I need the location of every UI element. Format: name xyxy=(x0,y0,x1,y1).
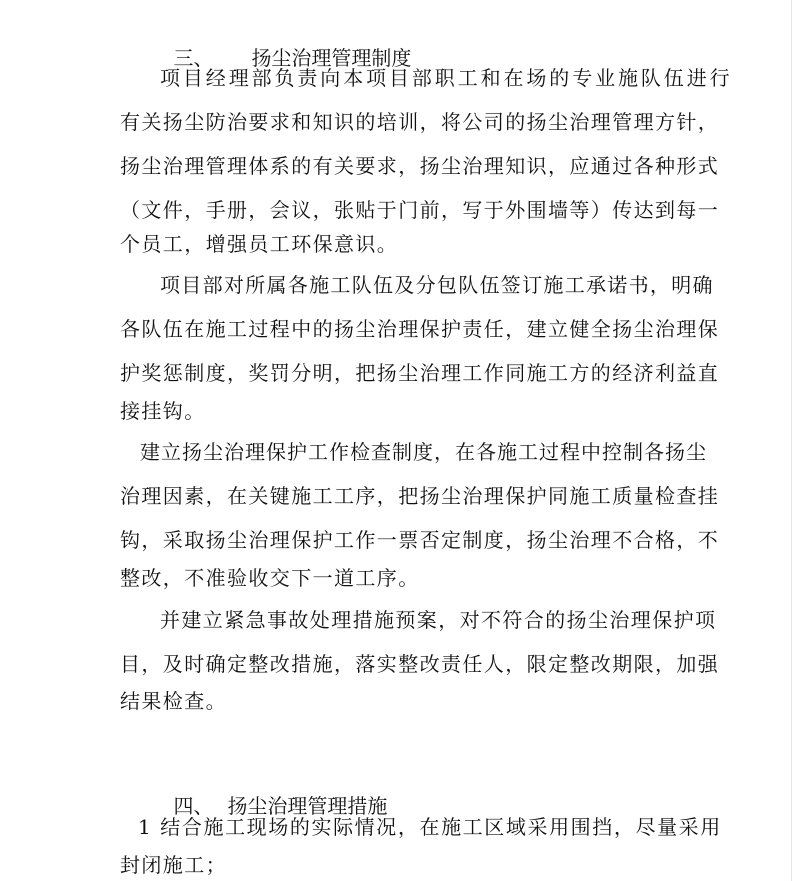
paragraph-line: 项目经理部负责向本项目部职工和在场的专业施队伍进行 xyxy=(160,66,733,90)
paragraph-line: 结果检查。 xyxy=(120,689,227,713)
section-4-title: 扬尘治理管理措施 xyxy=(227,794,388,818)
paragraph-line: 封闭施工； xyxy=(120,853,227,877)
paragraph-line: 钩，采取扬尘治理保护工作一票否定制度，扬尘治理不合格，不 xyxy=(120,528,720,552)
paragraph-line: 各队伍在施工过程中的扬尘治理保护责任，建立健全扬尘治理保 xyxy=(120,317,720,341)
section-3-number: 三、 xyxy=(173,46,214,70)
section-4-number: 四、 xyxy=(173,794,214,818)
paragraph-line: 整改，不准验收交下一道工序。 xyxy=(120,566,420,590)
paragraph-line: 治理因素，在关键施工工序，把扬尘治理保护同施工质量检查挂 xyxy=(120,484,720,508)
paragraph-line: 建立扬尘治理保护工作检查制度，在各施工过程中控制各扬尘 xyxy=(140,440,707,464)
paragraph-line: 并建立紧急事故处理措施预案，对不符合的扬尘治理保护项 xyxy=(160,608,717,632)
paragraph-line: 个员工，增强员工环保意识。 xyxy=(120,232,399,256)
paragraph-line: 扬尘治理管理体系的有关要求，扬尘治理知识，应通过各种形式 xyxy=(120,154,720,178)
paragraph-line: 1 结合施工现场的实际情况，在施工区域采用围挡，尽量采用 xyxy=(138,815,722,839)
paragraph-line: 护奖惩制度，奖罚分明，把扬尘治理工作同施工方的经济利益直 xyxy=(120,361,720,385)
paragraph-line: 有关扬尘防治要求和知识的培训，将公司的扬尘治理管理方针， xyxy=(120,110,720,134)
section-3-title: 扬尘治理管理制度 xyxy=(251,46,412,70)
paragraph-line: 项目部对所属各施工队伍及分包队伍签订施工承诺书，明确 xyxy=(160,273,714,297)
paragraph-line: 目，及时确定整改措施，落实整改责任人，限定整改期限，加强 xyxy=(120,652,720,676)
paragraph-line: 接挂钩。 xyxy=(120,399,206,423)
paragraph-line: （文件，手册，会议，张贴于门前，写于外围墙等）传达到每一 xyxy=(120,198,720,222)
